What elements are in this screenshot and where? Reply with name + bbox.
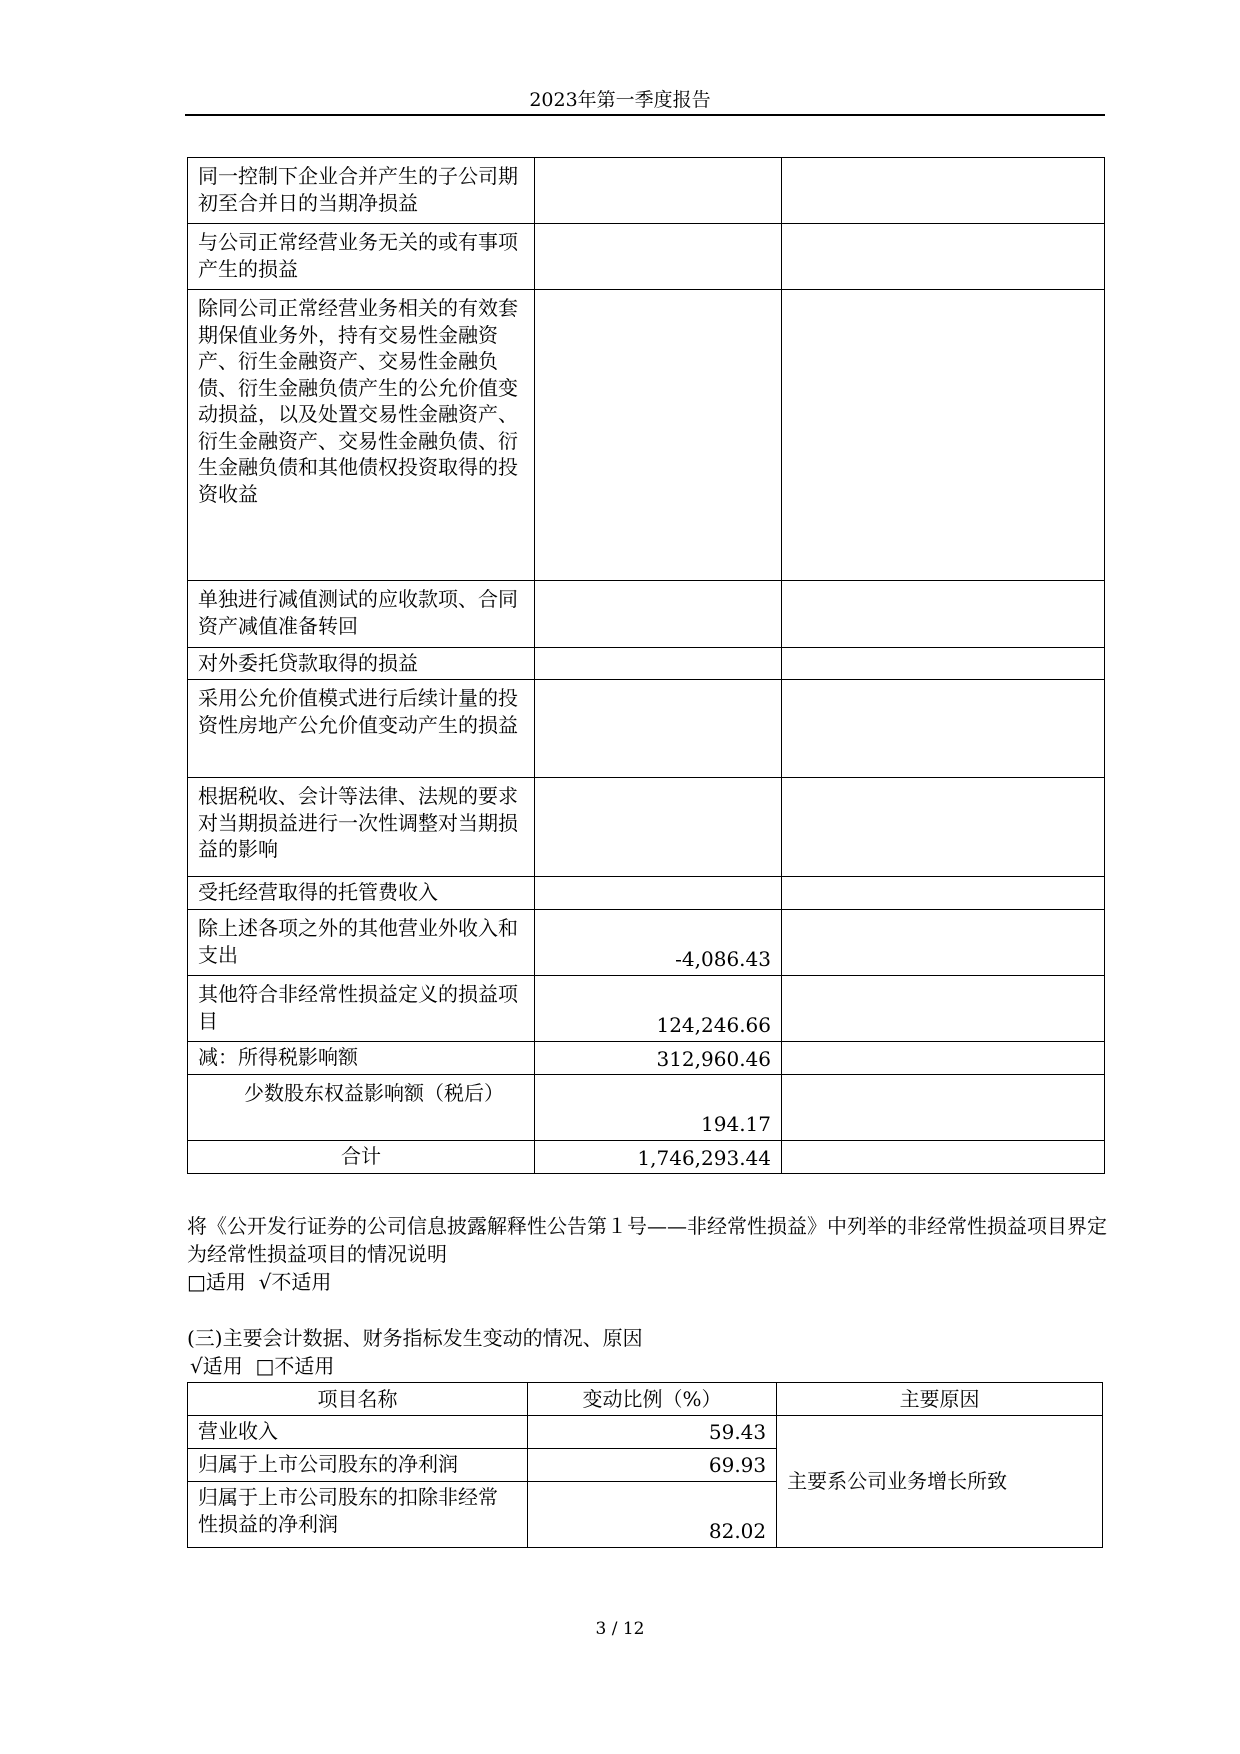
table-row [188,778,1105,877]
table-row [188,976,1105,1042]
page-header-title: 2023年第一季度报告 [529,89,711,111]
table-row-total [188,1141,1105,1174]
row-value: 194.17 [535,1075,782,1141]
main-reason: 主要系公司业务增长所致 [777,1416,1103,1548]
total-label: 合计 [188,1141,535,1174]
table-row [188,680,1105,778]
row-note [782,680,1105,778]
item-ratio: 69.93 [527,1449,776,1482]
row-label: 除同公司正常经营业务相关的有效套期保值业务外，持有交易性金融资产、衍生金融资产、交易性金融负债、衍生金融负债产生的公允价值变动损益，以及处置交易性金融资产、衍生金融资产、交易性金融负债、衍生金融负债和其他债权投资取得的投资收益 [188,290,535,581]
header-rule [185,114,1105,116]
row-label: 与公司正常经营业务无关的或有事项产生的损益 [188,224,535,290]
item-ratio: 82.02 [527,1482,776,1548]
row-value [535,290,782,581]
row-label: 其他符合非经常性损益定义的损益项目 [188,976,535,1042]
change-reasons-table [187,1382,1103,1548]
row-label: 采用公允价值模式进行后续计量的投资性房地产公允价值变动产生的损益 [188,680,535,778]
total-value: 1,746,293.44 [535,1141,782,1174]
header-ratio: 变动比例（%） [527,1383,776,1416]
row-value [535,158,782,224]
row-value [535,224,782,290]
row-value: 312,960.46 [535,1042,782,1075]
row-label: 单独进行减值测试的应收款项、合同资产减值准备转回 [188,581,535,648]
page-number: 3 / 12 [595,1619,645,1639]
row-note [782,290,1105,581]
row-label: 对外委托贷款取得的损益 [188,648,535,680]
row-note [782,1042,1105,1075]
row-note [782,648,1105,680]
item-name: 归属于上市公司股东的扣除非经常性损益的净利润 [188,1482,528,1548]
table-row [188,581,1105,648]
note-options: □适用 √不适用 [187,1270,332,1294]
table-row [188,1416,1103,1449]
table-row [188,290,1105,581]
row-note [782,910,1105,976]
row-label: 除上述各项之外的其他营业外收入和支出 [188,910,535,976]
table-row [188,910,1105,976]
row-note [782,976,1105,1042]
table-row [188,1075,1105,1141]
item-name: 归属于上市公司股东的净利润 [188,1449,528,1482]
table-header-row [188,1383,1103,1416]
row-note [782,158,1105,224]
row-label: 受托经营取得的托管费收入 [188,877,535,910]
row-note [782,581,1105,648]
item-name: 营业收入 [188,1416,528,1449]
row-value [535,877,782,910]
row-value [535,680,782,778]
row-note [782,877,1105,910]
section3-title: (三)主要会计数据、财务指标发生变动的情况、原因 [187,1326,643,1350]
table-row [188,224,1105,290]
row-label: 少数股东权益影响额（税后） [188,1075,535,1141]
row-value: 124,246.66 [535,976,782,1042]
row-label: 根据税收、会计等法律、法规的要求对当期损益进行一次性调整对当期损益的影响 [188,778,535,877]
row-value [535,778,782,877]
row-label: 减：所得税影响额 [188,1042,535,1075]
row-note [782,778,1105,877]
header-reason: 主要原因 [777,1383,1103,1416]
table-row [188,877,1105,910]
header-item: 项目名称 [188,1383,528,1416]
row-label: 同一控制下企业合并产生的子公司期初至合并日的当期净损益 [188,158,535,224]
section3-options: √适用 □不适用 [190,1354,335,1378]
row-note [782,1141,1105,1174]
table-row [188,158,1105,224]
nonrecurring-items-table [187,157,1105,1174]
row-value [535,648,782,680]
row-value: -4,086.43 [535,910,782,976]
row-note [782,224,1105,290]
row-value [535,581,782,648]
item-ratio: 59.43 [527,1416,776,1449]
note-text: 将《公开发行证券的公司信息披露解释性公告第１号——非经常性损益》中列举的非经常性损益项目界定为经常性损益项目的情况说明 [187,1214,1107,1266]
table-row [188,648,1105,680]
table-row [188,1042,1105,1075]
row-note [782,1075,1105,1141]
